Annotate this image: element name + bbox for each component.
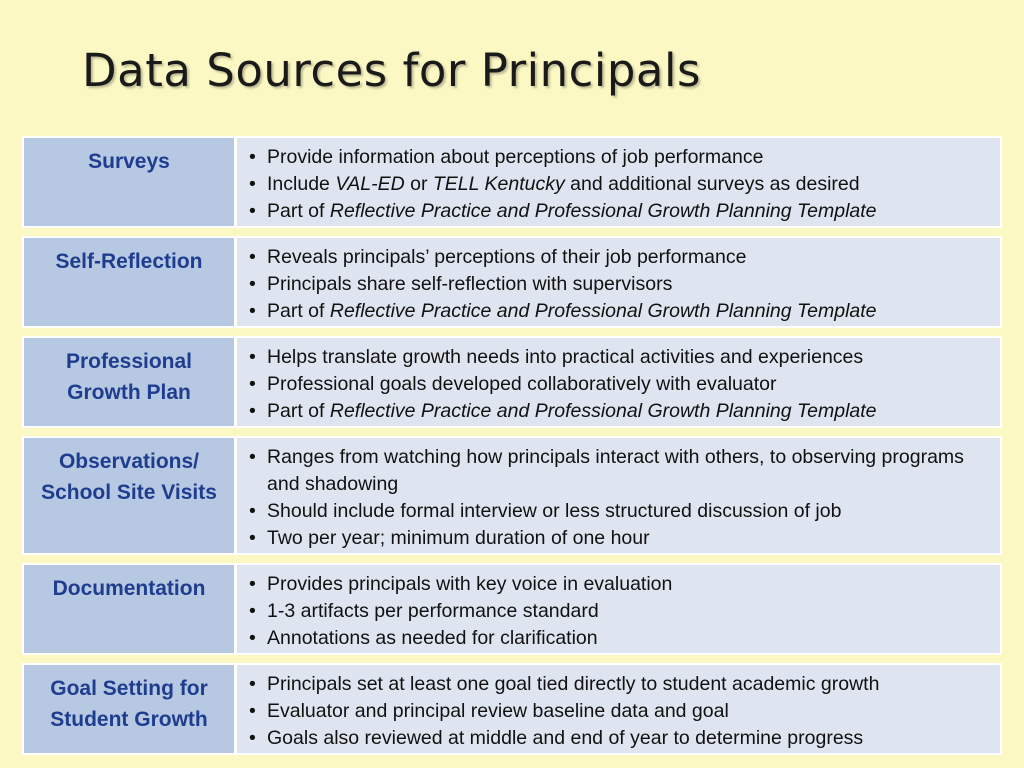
bullet-text: Provides principals with key voice in evaluation — [267, 573, 673, 595]
bullet-list — [245, 244, 992, 325]
row-label-cell — [24, 338, 234, 426]
bullet-list — [245, 344, 992, 425]
bullet-dot-icon: • — [249, 446, 256, 468]
bullet-item — [245, 625, 992, 652]
bullet-dot-icon: • — [249, 527, 256, 549]
bullet-item — [245, 198, 992, 225]
bullet-dot-icon: • — [249, 627, 256, 649]
bullet-text: Include — [267, 173, 336, 195]
bullet-item — [245, 698, 992, 725]
bullet-item — [245, 244, 992, 271]
bullet-text: Professional goals developed collaboratively with evaluator — [267, 373, 777, 395]
bullet-item — [245, 371, 992, 398]
bullet-text: 1-3 artifacts per performance standard — [267, 600, 599, 622]
bullet-text: or — [404, 173, 433, 195]
bullet-item — [245, 298, 992, 325]
row-content-cell — [237, 565, 1000, 653]
row-content-cell — [237, 438, 1000, 553]
row-content-cell — [237, 138, 1000, 226]
bullet-text: Principals share self-reflection with supervisors — [267, 273, 673, 295]
bullet-dot-icon: • — [249, 346, 256, 368]
bullet-dot-icon: • — [249, 173, 256, 195]
row-content-cell — [237, 665, 1000, 753]
bullet-text: Part of — [267, 200, 330, 222]
bullet-text: Two per year; minimum duration of one hour — [267, 527, 650, 549]
bullet-dot-icon: • — [249, 246, 256, 268]
bullet-text: and additional surveys as desired — [564, 173, 860, 195]
row-label: Surveys — [88, 150, 170, 173]
bullet-text: Ranges from watching how principals interact with others, to observing programs and shadowing — [267, 446, 964, 495]
bullet-list — [245, 671, 992, 752]
bullet-item — [245, 725, 992, 752]
bullet-dot-icon: • — [249, 200, 256, 222]
bullet-text: Principals set at least one goal tied directly to student academic growth — [267, 673, 880, 695]
row-content-cell — [237, 338, 1000, 426]
row-label-cell — [24, 138, 234, 226]
italic-text: Reflective Practice and Professional Growth Planning Template — [329, 300, 877, 322]
row-label: Goal Setting for Student Growth — [50, 677, 208, 731]
bullet-list — [245, 144, 992, 225]
bullet-text: Provide information about perceptions of job performance — [267, 146, 764, 168]
row-content-cell — [237, 238, 1000, 326]
bullet-dot-icon: • — [249, 673, 256, 695]
row-label: Professional Growth Plan — [65, 350, 193, 404]
bullet-text: Part of — [267, 400, 330, 422]
bullet-item — [245, 271, 992, 298]
bullet-dot-icon: • — [249, 300, 256, 322]
bullet-item — [245, 344, 992, 371]
bullet-dot-icon: • — [249, 573, 256, 595]
bullet-text: Goals also reviewed at middle and end of year to determine progress — [267, 727, 864, 749]
bullet-text: Annotations as needed for clarification — [267, 627, 598, 649]
bullet-dot-icon: • — [249, 600, 256, 622]
bullet-item — [245, 171, 992, 198]
italic-text: TELL Kentucky — [432, 173, 565, 195]
row-label: Self-Reflection — [55, 250, 203, 273]
row-label-cell — [24, 565, 234, 653]
table-row — [22, 236, 1002, 328]
bullet-item — [245, 498, 992, 525]
bullet-dot-icon: • — [249, 273, 256, 295]
row-label-cell — [24, 438, 234, 553]
italic-text: VAL-ED — [335, 173, 405, 195]
row-label-cell — [24, 238, 234, 326]
row-label: Observations/ School Site Visits — [41, 450, 217, 504]
bullet-dot-icon: • — [249, 146, 256, 168]
bullet-dot-icon: • — [249, 700, 256, 722]
table-row — [22, 136, 1002, 228]
bullet-dot-icon: • — [249, 373, 256, 395]
bullet-list — [245, 444, 992, 552]
table-row — [22, 436, 1002, 555]
bullet-text: Reveals principals’ perceptions of their job performance — [267, 246, 747, 268]
table-row — [22, 336, 1002, 428]
bullet-item — [245, 571, 992, 598]
bullet-item — [245, 525, 992, 552]
bullet-text: Evaluator and principal review baseline data and goal — [267, 700, 729, 722]
row-label-cell — [24, 665, 234, 753]
bullet-text: Part of — [267, 300, 330, 322]
bullet-list — [245, 571, 992, 652]
bullet-item — [245, 144, 992, 171]
italic-text: Reflective Practice and Professional Growth Planning Template — [329, 200, 877, 222]
bullet-dot-icon: • — [249, 500, 256, 522]
bullet-text: Should include formal interview or less structured discussion of job — [267, 500, 842, 522]
bullet-dot-icon: • — [249, 727, 256, 749]
page-title: Data Sources for Principals — [82, 44, 701, 97]
bullet-text: Helps translate growth needs into practical activities and experiences — [267, 346, 864, 368]
italic-text: Reflective Practice and Professional Growth Planning Template — [329, 400, 877, 422]
bullet-item — [245, 671, 992, 698]
bullet-item — [245, 444, 992, 498]
bullet-dot-icon: • — [249, 400, 256, 422]
bullet-item — [245, 598, 992, 625]
row-label: Documentation — [52, 577, 206, 600]
table-row — [22, 563, 1002, 655]
table-row — [22, 663, 1002, 755]
bullet-item — [245, 398, 992, 425]
